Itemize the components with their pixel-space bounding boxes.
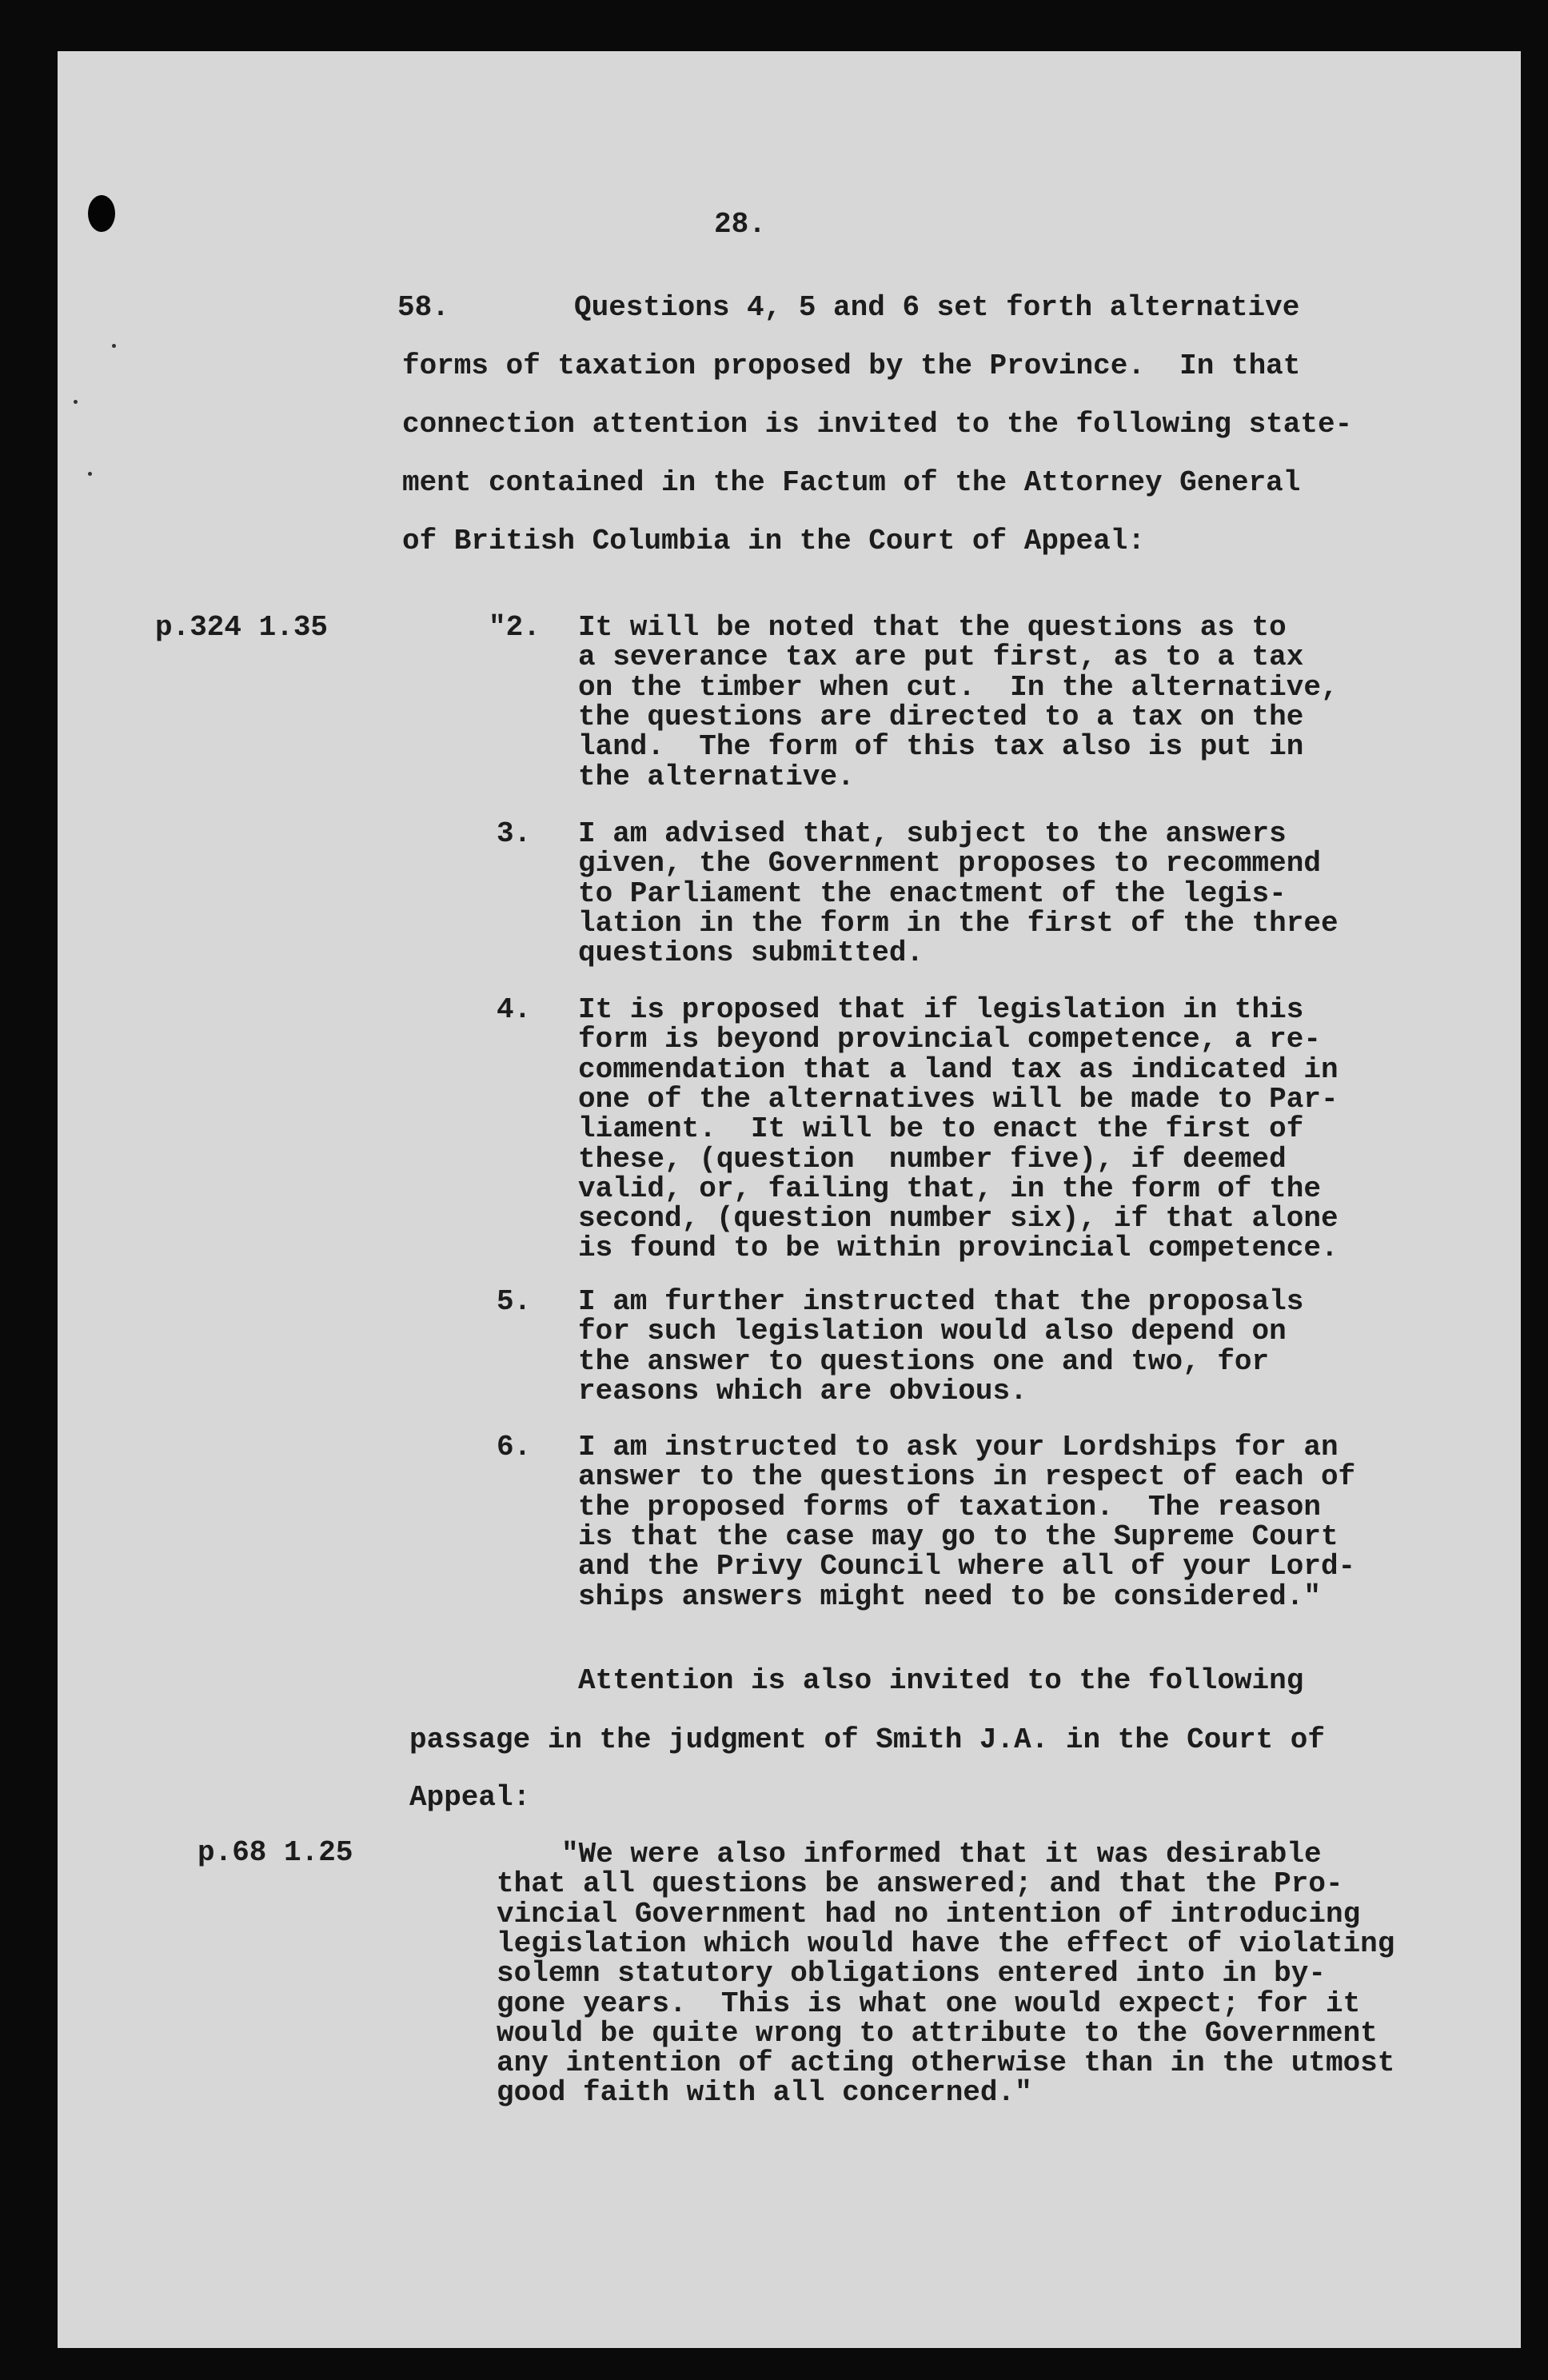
quote-line: would be quite wrong to attribute to the Government xyxy=(497,2016,1378,2050)
text-line: Attention is also invited to the following xyxy=(578,1664,1304,1697)
quote-line: is that the case may go to the Supreme Court xyxy=(578,1519,1339,1553)
speck xyxy=(88,472,92,476)
quote-line: It will be noted that the questions as to xyxy=(578,611,1287,644)
quote-line: second, (question number six), if that alone xyxy=(578,1202,1339,1236)
quote-line: legislation which would have the effect of violating xyxy=(497,1927,1395,1960)
quote-line: ships answers might need to be considered." xyxy=(578,1579,1321,1613)
text-line: forms of taxation proposed by the Province. In that xyxy=(402,349,1301,382)
quote-line: reasons which are obvious. xyxy=(578,1374,1027,1408)
quote-line: these, (question number five), if deemed xyxy=(578,1142,1287,1176)
quote-line: vincial Government had no intention of introducing xyxy=(497,1897,1361,1931)
quote-line: is found to be within provincial competence. xyxy=(578,1232,1339,1265)
item-number: 6. xyxy=(497,1431,532,1464)
text-line: passage in the judgment of Smith J.A. in the Court of xyxy=(409,1723,1325,1756)
text-line: connection attention is invited to the following state- xyxy=(402,408,1353,441)
quote-line: a severance tax are put first, as to a tax xyxy=(578,641,1304,674)
item-number: 3. xyxy=(497,817,532,850)
quote-line: the alternative. xyxy=(578,760,855,793)
paragraph-number: 58. xyxy=(397,291,449,324)
speck xyxy=(74,400,78,404)
quote-line: I am instructed to ask your Lordships for an xyxy=(578,1431,1339,1464)
quote-line: valid, or, failing that, in the form of the xyxy=(578,1172,1321,1205)
quote-line: the answer to questions one and two, for xyxy=(578,1344,1270,1378)
text-line: Questions 4, 5 and 6 set forth alternative xyxy=(574,291,1300,324)
quote-line: given, the Government proposes to recommend xyxy=(578,847,1321,881)
quote-line: liament. It will be to enact the first of xyxy=(578,1112,1304,1146)
quote-line: commendation that a land tax as indicated in xyxy=(578,1052,1339,1086)
quote-line: "We were also informed that it was desirable xyxy=(561,1838,1322,1871)
quote-line: the questions are directed to a tax on the xyxy=(578,700,1304,733)
quote-line: form is beyond provincial competence, a re- xyxy=(578,1023,1321,1056)
quote-line: for such legislation would also depend on xyxy=(578,1315,1287,1348)
quote-line: I am advised that, subject to the answers xyxy=(578,817,1287,850)
quote-line: good faith with all concerned." xyxy=(497,2076,1032,2110)
quote-line: answer to the questions in respect of each of xyxy=(578,1460,1356,1494)
punch-hole xyxy=(88,195,115,232)
quote-line: on the timber when cut. In the alternative, xyxy=(578,670,1339,704)
text-line: ment contained in the Factum of the Attorney General xyxy=(402,466,1301,499)
quote-line: solemn statutory obligations entered into in by- xyxy=(497,1957,1326,1991)
margin-note: p.68 1.25 xyxy=(197,1836,353,1869)
quote-line: I am further instructed that the proposals xyxy=(578,1285,1304,1318)
quote-line: gone years. This is what one would expect; for it xyxy=(497,1987,1361,2020)
quote-line: to Parliament the enactment of the legis- xyxy=(578,877,1287,910)
page-number: 28. xyxy=(714,208,766,241)
quote-line: lation in the form in the first of the three xyxy=(578,906,1339,940)
item-number: 4. xyxy=(497,993,532,1026)
quote-line: the proposed forms of taxation. The reason xyxy=(578,1490,1321,1523)
text-line: Appeal: xyxy=(409,1781,531,1814)
margin-note: p.324 1.35 xyxy=(155,611,329,644)
speck xyxy=(112,344,116,348)
quote-line: and the Privy Council where all of your Lord- xyxy=(578,1550,1356,1583)
quote-line: It is proposed that if legislation in this xyxy=(578,993,1304,1026)
quote-line: one of the alternatives will be made to Par- xyxy=(578,1082,1339,1116)
quote-line: that all questions be answered; and that the Pro- xyxy=(497,1867,1343,1901)
item-number: 5. xyxy=(497,1285,532,1318)
text-line: of British Columbia in the Court of Appeal: xyxy=(402,525,1145,557)
quote-line: questions submitted. xyxy=(578,936,924,970)
item-number: "2. xyxy=(489,611,541,644)
quote-line: land. The form of this tax also is put in xyxy=(578,730,1304,764)
quote-line: any intention of acting otherwise than in the utmost xyxy=(497,2047,1395,2080)
